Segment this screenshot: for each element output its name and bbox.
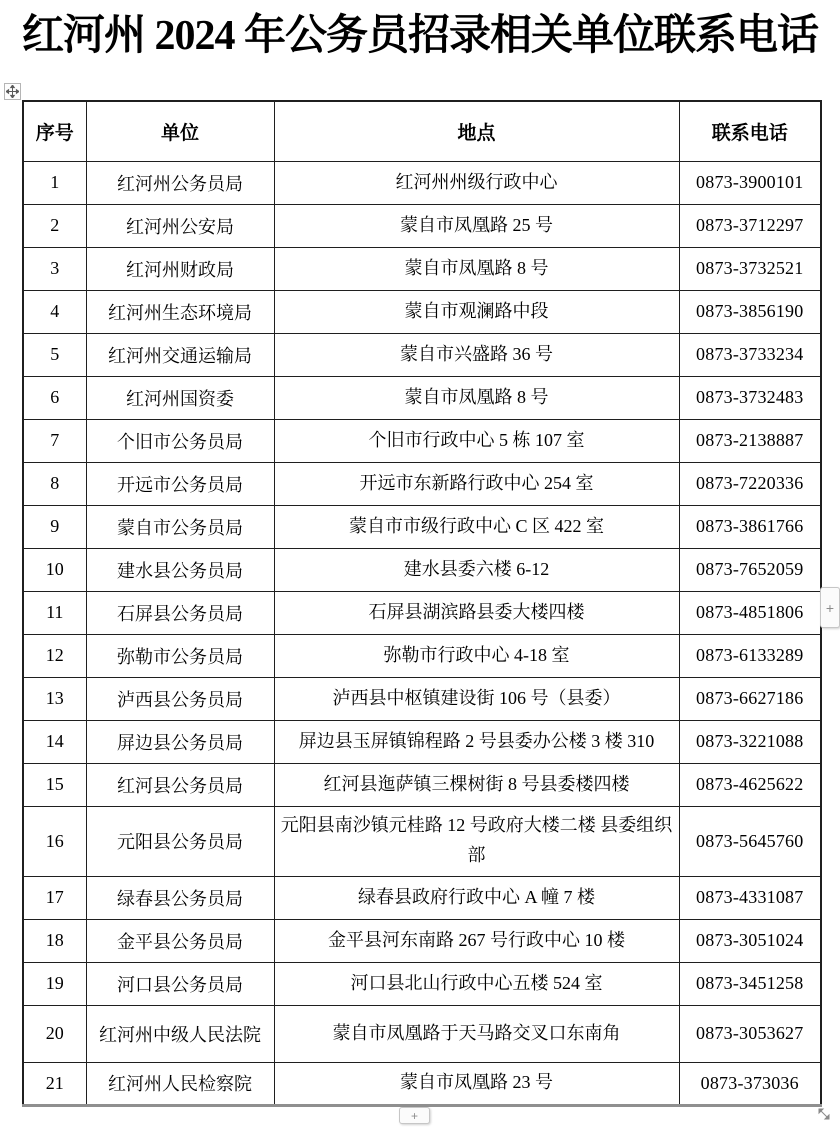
cell-location: 弥勒市行政中心 4-18 室 — [274, 634, 679, 677]
cell-row-number: 12 — [23, 634, 86, 677]
cell-row-number: 15 — [23, 763, 86, 806]
cell-unit-name: 红河州生态环境局 — [86, 290, 274, 333]
cell-row-number: 1 — [23, 161, 86, 204]
cell-location: 蒙自市凤凰路于天马路交叉口东南角 — [274, 1005, 679, 1062]
cell-phone-number: 0873-2138887 — [679, 419, 821, 462]
cell-unit-name: 红河州中级人民法院 — [86, 1005, 274, 1062]
table-row — [23, 462, 821, 505]
cell-phone-number: 0873-3733234 — [679, 333, 821, 376]
cell-location: 绿春县政府行政中心 A 幢 7 楼 — [274, 876, 679, 919]
table-resize-handle[interactable] — [814, 1104, 834, 1124]
cell-row-number: 18 — [23, 919, 86, 962]
cell-location: 红河州州级行政中心 — [274, 161, 679, 204]
table-row — [23, 919, 821, 962]
table-row — [23, 548, 821, 591]
cell-unit-name: 红河州国资委 — [86, 376, 274, 419]
cell-phone-number: 0873-4331087 — [679, 876, 821, 919]
cell-location: 开远市东新路行政中心 254 室 — [274, 462, 679, 505]
cell-phone-number: 0873-3712297 — [679, 204, 821, 247]
page-title: 红河州 2024 年公务员招录相关单位联系电话 — [21, 13, 818, 59]
table-row — [23, 763, 821, 806]
table-row — [23, 634, 821, 677]
table-row — [23, 161, 821, 204]
contact-table — [22, 100, 822, 1107]
cell-row-number: 14 — [23, 720, 86, 763]
cell-row-number: 5 — [23, 333, 86, 376]
cell-unit-name: 屏边县公务员局 — [86, 720, 274, 763]
cell-unit-name: 个旧市公务员局 — [86, 419, 274, 462]
cell-row-number: 9 — [23, 505, 86, 548]
cell-row-number: 6 — [23, 376, 86, 419]
cell-row-number: 17 — [23, 876, 86, 919]
cell-location: 蒙自市兴盛路 36 号 — [274, 333, 679, 376]
cell-location: 蒙自市凤凰路 25 号 — [274, 204, 679, 247]
cell-location: 金平县河东南路 267 号行政中心 10 楼 — [274, 919, 679, 962]
cell-unit-name: 金平县公务员局 — [86, 919, 274, 962]
cell-phone-number: 0873-7652059 — [679, 548, 821, 591]
cell-location: 红河县迤萨镇三棵树街 8 号县委楼四楼 — [274, 763, 679, 806]
table-row — [23, 333, 821, 376]
cell-unit-name: 弥勒市公务员局 — [86, 634, 274, 677]
cell-row-number: 20 — [23, 1005, 86, 1062]
cell-row-number: 11 — [23, 591, 86, 634]
cell-unit-name: 泸西县公务员局 — [86, 677, 274, 720]
diagonal-resize-icon — [817, 1107, 831, 1121]
cell-row-number: 10 — [23, 548, 86, 591]
table-move-handle[interactable] — [4, 83, 21, 100]
cell-phone-number: 0873-3732483 — [679, 376, 821, 419]
cell-row-number: 13 — [23, 677, 86, 720]
cell-unit-name: 开远市公务员局 — [86, 462, 274, 505]
insert-row-button[interactable] — [399, 1107, 430, 1124]
table-row — [23, 419, 821, 462]
table-row — [23, 962, 821, 1005]
cell-location: 蒙自市凤凰路 8 号 — [274, 247, 679, 290]
cell-phone-number: 0873-3051024 — [679, 919, 821, 962]
cell-unit-name: 红河县公务员局 — [86, 763, 274, 806]
table-row — [23, 677, 821, 720]
cell-location: 河口县北山行政中心五楼 524 室 — [274, 962, 679, 1005]
move-cross-icon — [6, 85, 19, 98]
cell-unit-name: 绿春县公务员局 — [86, 876, 274, 919]
table-row — [23, 876, 821, 919]
header-cell-phone: 联系电话 — [679, 101, 821, 161]
cell-location: 蒙自市市级行政中心 C 区 422 室 — [274, 505, 679, 548]
cell-unit-name: 蒙自市公务员局 — [86, 505, 274, 548]
cell-unit-name: 建水县公务员局 — [86, 548, 274, 591]
cell-phone-number: 0873-6133289 — [679, 634, 821, 677]
cell-row-number: 16 — [23, 806, 86, 876]
table-row — [23, 806, 821, 876]
table-row — [23, 247, 821, 290]
cell-phone-number: 0873-6627186 — [679, 677, 821, 720]
cell-phone-number: 0873-5645760 — [679, 806, 821, 876]
cell-row-number: 21 — [23, 1062, 86, 1105]
cell-phone-number: 0873-3861766 — [679, 505, 821, 548]
cell-row-number: 7 — [23, 419, 86, 462]
cell-unit-name: 元阳县公务员局 — [86, 806, 274, 876]
cell-phone-number: 0873-3451258 — [679, 962, 821, 1005]
plus-icon: + — [825, 599, 835, 616]
header-cell-location: 地点 — [274, 101, 679, 161]
cell-row-number: 4 — [23, 290, 86, 333]
cell-phone-number: 0873-4625622 — [679, 763, 821, 806]
header-cell-unit: 单位 — [86, 101, 274, 161]
cell-phone-number: 0873-4851806 — [679, 591, 821, 634]
cell-unit-name: 红河州公安局 — [86, 204, 274, 247]
cell-location: 蒙自市凤凰路 23 号 — [274, 1062, 679, 1105]
insert-column-button[interactable] — [820, 587, 840, 628]
cell-phone-number: 0873-3221088 — [679, 720, 821, 763]
table-row — [23, 505, 821, 548]
cell-location: 蒙自市凤凰路 8 号 — [274, 376, 679, 419]
cell-location: 元阳县南沙镇元桂路 12 号政府大楼二楼 县委组织部 — [274, 806, 679, 876]
cell-phone-number: 0873-3053627 — [679, 1005, 821, 1062]
cell-phone-number: 0873-7220336 — [679, 462, 821, 505]
cell-phone-number: 0873-3900101 — [679, 161, 821, 204]
cell-location: 个旧市行政中心 5 栋 107 室 — [274, 419, 679, 462]
cell-location: 屏边县玉屏镇锦程路 2 号县委办公楼 3 楼 310 — [274, 720, 679, 763]
cell-location: 石屏县湖滨路县委大楼四楼 — [274, 591, 679, 634]
cell-row-number: 2 — [23, 204, 86, 247]
cell-unit-name: 红河州人民检察院 — [86, 1062, 274, 1105]
cell-location: 建水县委六楼 6-12 — [274, 548, 679, 591]
table-row — [23, 720, 821, 763]
cell-row-number: 8 — [23, 462, 86, 505]
cell-unit-name: 河口县公务员局 — [86, 962, 274, 1005]
cell-row-number: 3 — [23, 247, 86, 290]
table-row — [23, 204, 821, 247]
cell-phone-number: 0873-3856190 — [679, 290, 821, 333]
table-row — [23, 591, 821, 634]
cell-unit-name: 红河州公务员局 — [86, 161, 274, 204]
cell-location: 蒙自市观澜路中段 — [274, 290, 679, 333]
table-row — [23, 1062, 821, 1105]
header-cell-no: 序号 — [23, 101, 86, 161]
cell-unit-name: 红河州财政局 — [86, 247, 274, 290]
cell-location: 泸西县中枢镇建设街 106 号（县委） — [274, 677, 679, 720]
table-row — [23, 1005, 821, 1062]
cell-unit-name: 石屏县公务员局 — [86, 591, 274, 634]
table-row — [23, 376, 821, 419]
plus-icon: + — [410, 1108, 418, 1123]
table-header-row — [23, 101, 821, 161]
cell-unit-name: 红河州交通运输局 — [86, 333, 274, 376]
cell-row-number: 19 — [23, 962, 86, 1005]
cell-phone-number: 0873-373036 — [679, 1062, 821, 1105]
table-body — [23, 161, 821, 1105]
cell-phone-number: 0873-3732521 — [679, 247, 821, 290]
table-row — [23, 290, 821, 333]
